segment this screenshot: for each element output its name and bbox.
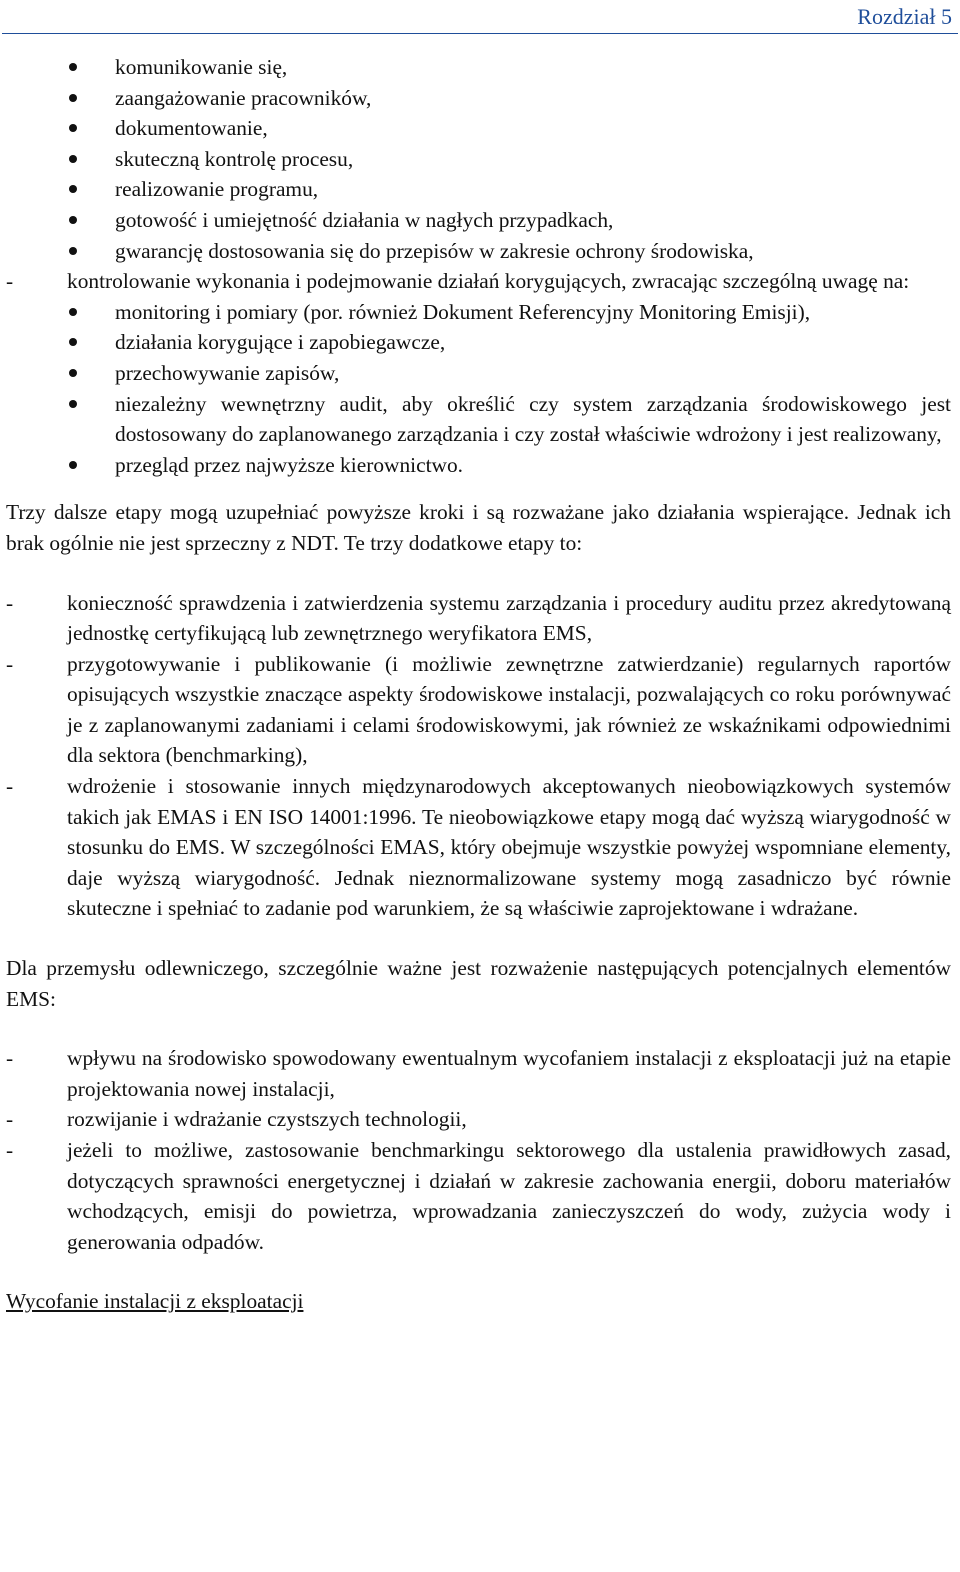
- spacer: [6, 1014, 951, 1043]
- dash-list-item: [6, 771, 951, 924]
- bullet-icon: [67, 83, 115, 113]
- chapter-label: Rozdział 5: [857, 4, 952, 29]
- bullet-icon: [67, 52, 115, 82]
- dash-list-item: [6, 588, 951, 649]
- dash-list-item: [6, 1043, 951, 1104]
- list-item: [6, 205, 951, 236]
- list-item: [6, 52, 951, 83]
- header-rule: [2, 33, 958, 34]
- list-item-text: działania korygujące i zapobiegawcze,: [115, 330, 446, 355]
- bullet-icon: [67, 174, 115, 204]
- dash-marker: -: [6, 269, 14, 294]
- list-item: [6, 297, 951, 328]
- list-item-text: skuteczną kontrolę procesu,: [115, 146, 354, 171]
- bullet-icon: [67, 205, 115, 235]
- dash-list-item: [6, 266, 951, 297]
- list-item: [6, 83, 951, 114]
- bullet-icon: [67, 358, 115, 388]
- dash-list-item-text: kontrolowanie wykonania i podejmowanie działań korygujących, zwracając szczególną uwagę na:: [67, 269, 910, 294]
- dash-list-item-text: przygotowywanie i publikowanie (i możliwie zewnętrzne zatwierdzanie) regularnych raportów opisujących wszystkie znaczące aspekty środowiskowe instalacji, pozwalających co roku porównywać je z zaplanowanymi zadaniami i celami środowiskowymi, jak również ze wskaźnikami odpowiednimi dla sektora (benchmarking),: [67, 651, 951, 768]
- list-item-text: gwarancję dostosowania się do przepisów w zakresie ochrony środowiska,: [115, 238, 754, 263]
- dash-list-item-text: wpływu na środowisko spowodowany ewentualnym wycofaniem instalacji z eksploatacji już na etapie projektowania nowej instalacji,: [67, 1046, 951, 1101]
- list-item-text: dokumentowanie,: [115, 116, 268, 141]
- bullet-icon: [67, 236, 115, 266]
- dash-list-item: [6, 1135, 951, 1257]
- dash-list-item-text: wdrożenie i stosowanie innych międzynarodowych akceptowanych nieobowiązkowych systemów takich jak EMAS i EN ISO 14001:1996. Te nieobowiązkowe etapy mogą dać wyższą wiarygodność w stosunku do EMS. W szczególności EMAS, który obejmuje wszystkie powyżej wspomniane elementy, daje wyższą wiarygodność. Jednak nieznormalizowane systemy mogą zasadniczo być równie skuteczne i spełniać to zadanie pod warunkiem, że są właściwie zaprojektowane i wdrażane.: [67, 774, 951, 921]
- list-item-text: monitoring i pomiary (por. również Dokument Referencyjny Monitoring Emisji),: [115, 299, 811, 324]
- paragraph-foundry-ems: Dla przemysłu odlewniczego, szczególnie ważne jest rozważenie następujących potencjalnych elementów EMS:: [6, 956, 951, 1011]
- dash-list-item-text: konieczność sprawdzenia i zatwierdzenia systemu zarządzania i procedury auditu przez akredytowaną jednostkę certyfikującą lub zewnętrznego weryfikatora EMS,: [67, 590, 951, 646]
- list-item: [6, 144, 951, 175]
- dash-list-item-text: rozwijanie i wdrażanie czystszych technologii,: [67, 1107, 467, 1132]
- bullet-icon: [67, 144, 115, 174]
- list-item-text: przegląd przez najwyższe kierownictwo.: [115, 452, 464, 477]
- bullet-icon: [67, 389, 115, 419]
- list-item-text: realizowanie programu,: [115, 177, 319, 202]
- dash-marker: -: [6, 1107, 14, 1132]
- list-item-text: zaangażowanie pracowników,: [115, 85, 372, 110]
- list-item: [6, 236, 951, 267]
- list-item-text: komunikowanie się,: [115, 55, 288, 79]
- dash-list-item: [6, 1104, 951, 1135]
- document-body: [6, 52, 951, 1317]
- bullet-icon: [67, 113, 115, 143]
- dash-marker: -: [6, 590, 14, 615]
- spacer: [6, 480, 951, 497]
- list-item-text: gotowość i umiejętność działania w nagłych przypadkach,: [115, 207, 614, 232]
- list-item: [6, 113, 951, 144]
- bullet-icon: [67, 450, 115, 480]
- list-item-text: niezależny wewnętrzny audit, aby określić czy system zarządzania środowiskowego jest dostosowany do zaplanowanego zarządzania i czy został właściwie wdrożony i jest realizowany,: [115, 391, 951, 447]
- list-item: [6, 358, 951, 389]
- list-item: [6, 450, 951, 481]
- paragraph-supporting-steps: Trzy dalsze etapy mogą uzupełniać powyższe kroki i są rozważane jako działania wspierające. Jednak ich brak ogólnie nie jest sprzeczny z NDT. Te trzy dodatkowe etapy to:: [6, 500, 951, 555]
- spacer: [6, 924, 951, 953]
- dash-marker: -: [6, 774, 14, 799]
- dash-marker: -: [6, 1138, 14, 1162]
- bullet-icon: [67, 297, 115, 327]
- dash-marker: -: [6, 651, 14, 676]
- spacer: [6, 559, 951, 588]
- section-heading: Wycofanie instalacji z eksploatacji: [6, 1289, 304, 1314]
- list-item: [6, 389, 951, 450]
- list-item-text: przechowywanie zapisów,: [115, 360, 340, 385]
- dash-marker: -: [6, 1046, 14, 1071]
- dash-list-item-text: jeżeli to możliwe, zastosowanie benchmarkingu sektorowego dla ustalenia prawidłowych zasad, dotyczących sprawności energetycznej i działań w zakresie zachowania energii, doboru materiałów wchodzących, emisji do powietrza, wprowadzania zanieczyszczeń do wody, zużycia wody i generowania odpadów.: [67, 1138, 951, 1254]
- bullet-icon: [67, 327, 115, 357]
- list-item: [6, 174, 951, 205]
- page-header: [0, 0, 960, 36]
- dash-list-item: [6, 649, 951, 771]
- spacer: [6, 1257, 951, 1286]
- list-item: [6, 327, 951, 358]
